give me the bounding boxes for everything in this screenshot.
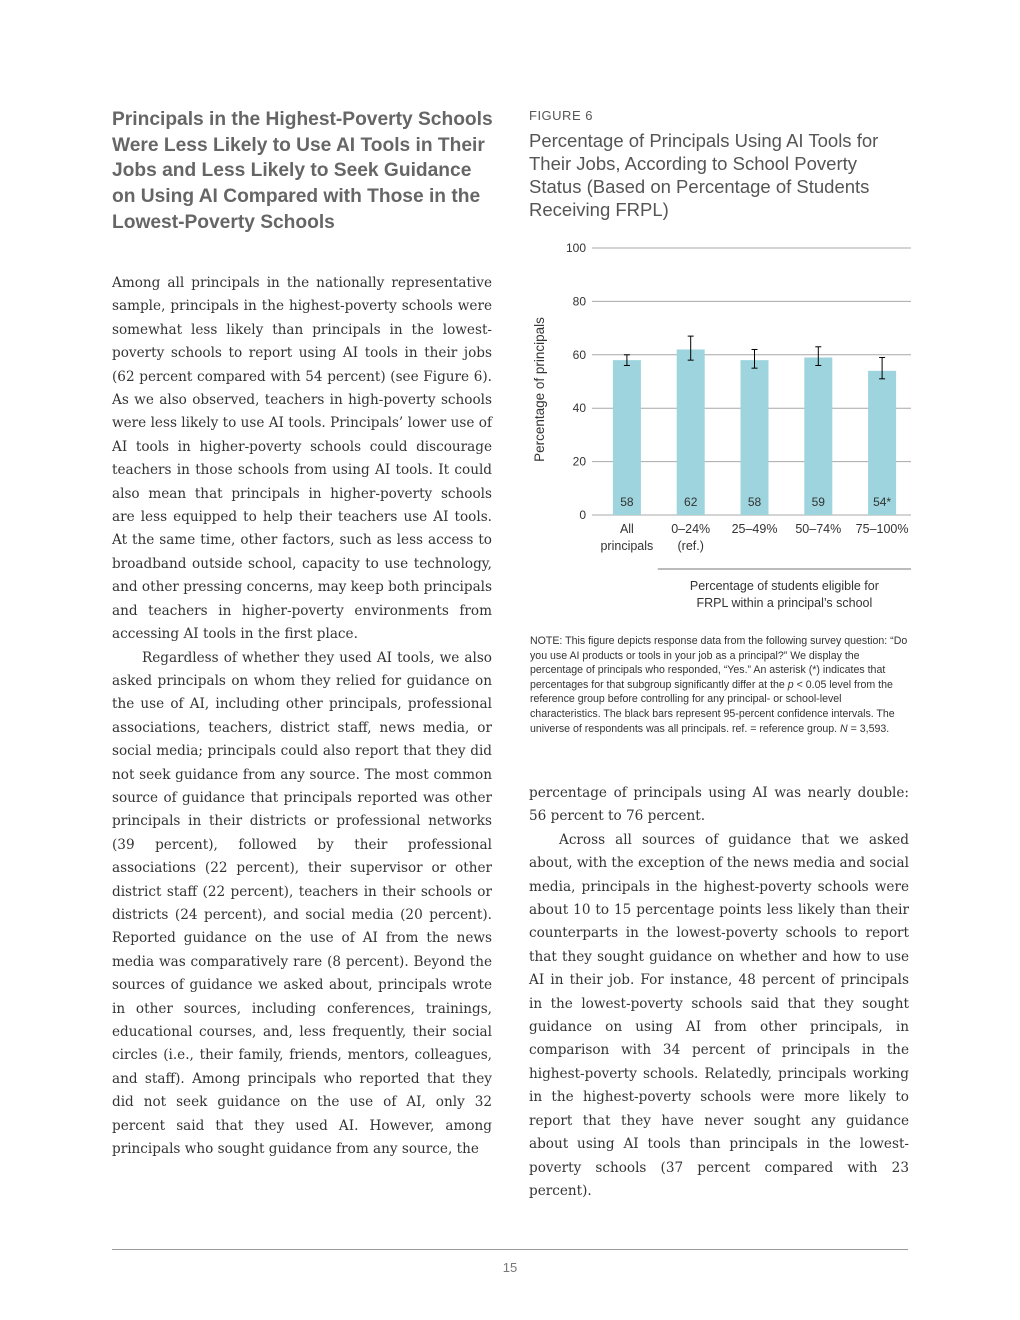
figure-label: FIGURE 6 bbox=[529, 108, 593, 123]
y-tick-label: 40 bbox=[572, 401, 586, 416]
data-label: 58 bbox=[620, 495, 634, 509]
bar bbox=[804, 357, 832, 515]
x-tick-label: 25–49% bbox=[731, 522, 778, 536]
x-axis-group-label: Percentage of students eligible for bbox=[689, 579, 879, 593]
body-paragraph: Regardless of whether they used AI tools, we also asked principals on whom they relied for guidance on the use of AI, including other principals, professional associations, teachers, district staff, news media, or social media; principals could also report that they did not seek guidance from any source. The most common source of guidance that principals reported was other principals in their districts or professional networks (39 percent), followed by their professional associations (22 percent), their supervisor or other district staff (22 percent), teachers in their schools or districts (24 percent), and social media (20 percent). Reported guidance on the use of AI from the news media was comparatively rare (8 percent). Beyond the sources of guidance we asked about, principals wrote in other sources, including conferences, trainings, educational courses, and, less frequently, their social circles (i.e., their family, friends, mentors, colleagues, and staff). Among principals who reported that they did not seek guidance on the use of AI, only 32 percent said that they used AI. However, among principals who sought guidance from any source, the bbox=[112, 649, 492, 1158]
x-tick-label: 50–74% bbox=[795, 522, 842, 536]
section-heading: Principals in the Highest-Poverty Schools Were Less Likely to Use AI Tools in Their Jobs and Less Likely to Seek Guidance on Using AI Compared with Those in the Lowest-Poverty Schools bbox=[112, 109, 493, 233]
bar bbox=[677, 349, 705, 515]
x-axis-group-label: FRPL within a principal’s school bbox=[696, 596, 873, 610]
data-label: 54* bbox=[873, 495, 892, 509]
y-tick-label: 80 bbox=[572, 294, 586, 309]
figure-note: NOTE: This figure depicts response data from the following survey question: “Do you use AI products or tools in your job as a principal?” We display the percentage of principals who responded, “Yes.” An asterisk (*) indicates that percentages for that subgroup significantly differ at the p < 0.05 level from the reference group before controlling for any principal- or school-level characteristics. The black bars represent 95-percent confidence intervals. The universe of respondents was all principals. ref. = reference group. N = 3,593. bbox=[530, 635, 908, 735]
y-tick-label: 0 bbox=[579, 508, 586, 522]
bar bbox=[741, 360, 769, 515]
bar bbox=[868, 371, 896, 515]
body-paragraph: Among all principals in the nationally representative sample, principals in the highest-poverty schools were somewhat less likely than principals in the lowest-poverty schools to report using AI tools in their jobs (62 percent compared with 54 percent) (see Figure 6). As we also observed, teachers in high-poverty schools were less likely to use AI tools. Principals’ lower use of AI tools in higher-poverty schools could discourage teachers in those schools from using AI tools. It could also mean that principals in higher-poverty schools are less equipped to help their teachers use AI tools. At the same time, other factors, such as less access to broadband outside school, capacity to use technology, and other pressing concerns, may keep both principals and teachers in higher-poverty environments from accessing AI tools in the first place. bbox=[112, 275, 492, 643]
body-paragraph: percentage of principals using AI was nearly double: 56 percent to 76 percent. bbox=[529, 785, 909, 825]
x-tick-label: (ref.) bbox=[677, 539, 704, 553]
figure-title: Percentage of Principals Using AI Tools for Their Jobs, According to School Poverty Status (Based on Percentage of Students Receiving FRPL) bbox=[529, 130, 879, 220]
body-paragraph: Across all sources of guidance that we asked about, with the exception of the news media and social media, principals in the highest-poverty schools were about 10 to 15 percentage points less likely than their counterparts in the lowest-poverty schools to report that they sought guidance on whether and how to use AI in their job. For instance, 48 percent of principals in the lowest-poverty schools said that they sought guidance on using AI from other principals, in comparison with 34 percent of principals in the highest-poverty schools. Relatedly, principals working in the highest-poverty schools were more likely to report that they have never sought any guidance about using AI tools than principals in the lowest-poverty schools (37 percent compared with 23 percent). bbox=[529, 831, 909, 1199]
x-tick-label: 75–100% bbox=[855, 522, 909, 536]
data-label: 58 bbox=[747, 495, 762, 509]
page-number: 15 bbox=[502, 1260, 518, 1275]
y-tick-label: 20 bbox=[572, 454, 586, 469]
left-column-body bbox=[112, 272, 492, 1161]
y-tick-label: 60 bbox=[572, 347, 586, 362]
data-label: 62 bbox=[684, 495, 698, 509]
x-tick-label: All bbox=[619, 522, 634, 536]
y-axis-title: Percentage of principals bbox=[532, 317, 547, 462]
data-label: 59 bbox=[811, 495, 825, 509]
y-tick-label: 100 bbox=[565, 241, 586, 255]
bar-chart bbox=[525, 232, 920, 622]
x-tick-label: 0–24% bbox=[671, 522, 711, 536]
right-column-body bbox=[529, 782, 909, 1203]
bar bbox=[613, 360, 641, 515]
footer-rule bbox=[112, 1249, 908, 1250]
x-tick-label: principals bbox=[600, 539, 654, 553]
